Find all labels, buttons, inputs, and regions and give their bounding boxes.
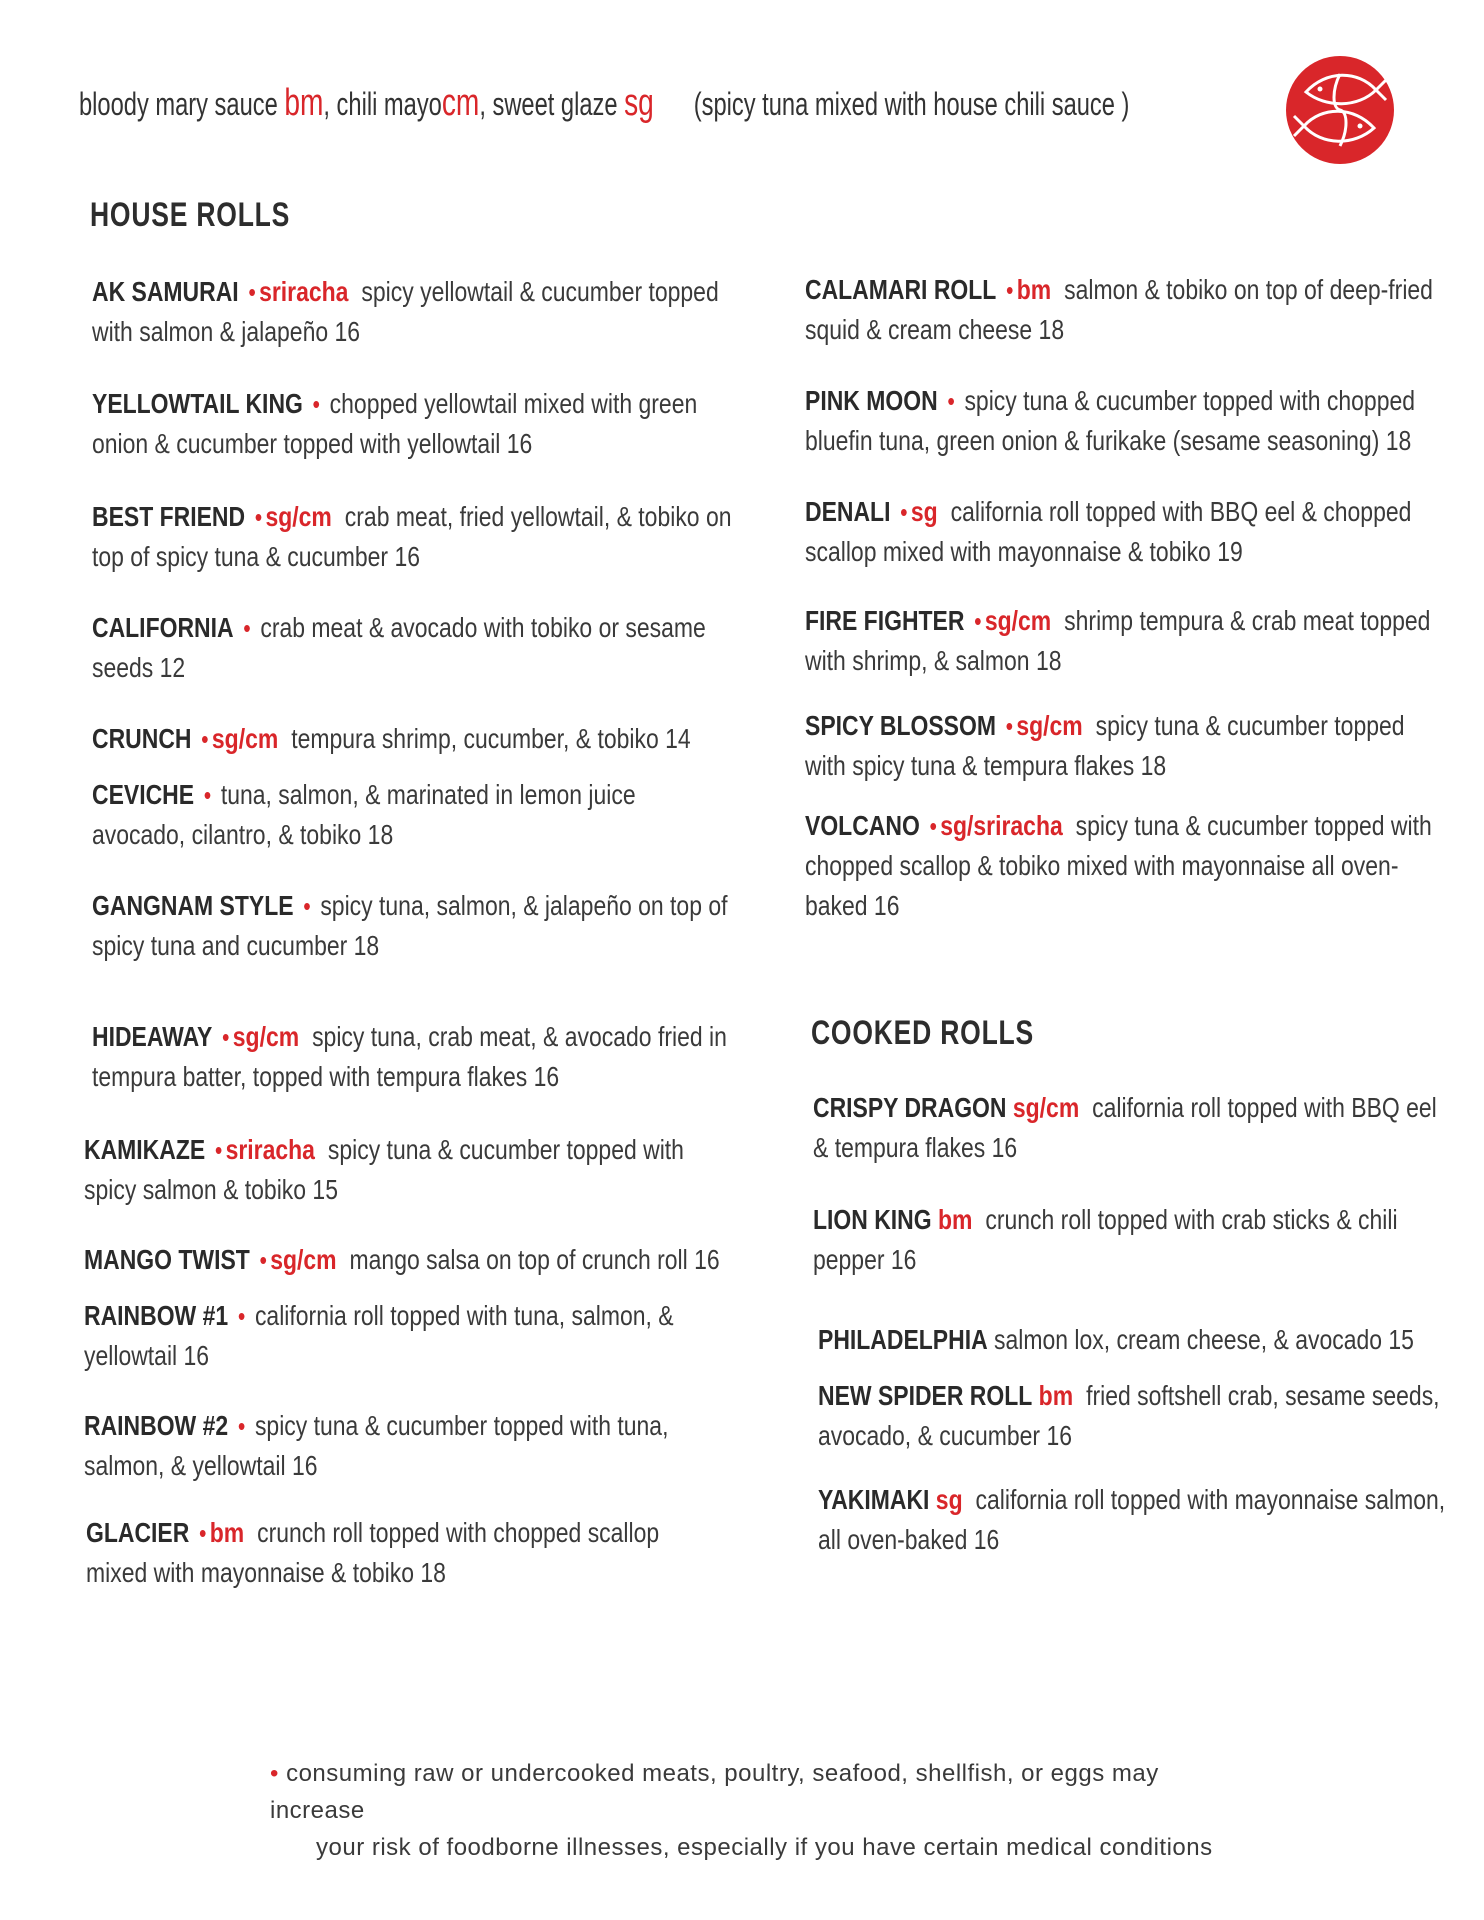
legend-bm-label: bloody mary sauce	[79, 86, 285, 122]
menu-item-volcano: VOLCANO • sg/sriracha spicy tuna & cucumber topped with chopped scallop & tobiko mixed with mayonnaise all oven-baked 16	[805, 810, 1432, 921]
legend-bm-code: bm	[284, 82, 324, 124]
legend-cm-label: , chili mayo	[323, 86, 442, 122]
house-rolls-title: HOUSE ROLLS	[90, 196, 291, 234]
menu-item-rainbow-2: RAINBOW #2 • spicy tuna & cucumber topped with tuna, salmon, & yellowtail 16	[84, 1410, 669, 1481]
menu-item-new-spider-roll: NEW SPIDER ROLL bm fried softshell crab, sesame seeds, avocado, & cucumber 16	[818, 1380, 1440, 1451]
menu-item-ceviche: CEVICHE • tuna, salmon, & marinated in lemon juice avocado, cilantro, & tobiko 18	[92, 779, 636, 850]
menu-item-glacier: GLACIER • bm crunch roll topped with chopped scallop mixed with mayonnaise & tobiko 18	[86, 1517, 660, 1588]
menu-item-philadelphia: PHILADELPHIA salmon lox, cream cheese, & avocado 15	[818, 1324, 1414, 1355]
legend-sg-code: sg	[624, 82, 654, 124]
menu-item-mango-twist: MANGO TWIST • sg/cm mango salsa on top of crunch roll 16	[84, 1244, 720, 1275]
menu-item-california: CALIFORNIA • crab meat & avocado with tobiko or sesame seeds 12	[92, 612, 706, 683]
menu-item-yakimaki: YAKIMAKI sg california roll topped with mayonnaise salmon, all oven-baked 16	[818, 1484, 1446, 1555]
menu-item-ak-samurai: AK SAMURAI • sriracha spicy yellowtail & cucumber topped with salmon & jalapeño 16	[92, 276, 719, 347]
food-safety-notice	[270, 1755, 1230, 1866]
legend-cm-code: cm	[441, 82, 480, 124]
legend-sg-label: , sweet glaze	[479, 86, 625, 122]
menu-item-gangnam-style: GANGNAM STYLE • spicy tuna, salmon, & jalapeño on top of spicy tuna and cucumber 18	[92, 890, 728, 961]
notice-line-2: your risk of foodborne illnesses, especially if you have certain medical conditions	[316, 1834, 1213, 1861]
menu-item-lion-king: LION KING bm crunch roll topped with crab sticks & chili pepper 16	[813, 1204, 1398, 1275]
menu-item-fire-fighter: FIRE FIGHTER • sg/cm shrimp tempura & crab meat topped with shrimp, & salmon 18	[805, 605, 1431, 676]
menu-item-calamari-roll: CALAMARI ROLL • bm salmon & tobiko on top of deep-fried squid & cream cheese 18	[805, 274, 1433, 345]
menu-item-yellowtail-king: YELLOWTAIL KING • chopped yellowtail mixed with green onion & cucumber topped with yellowtail 16	[92, 388, 698, 459]
menu-item-pink-moon: PINK MOON • spicy tuna & cucumber topped with chopped bluefin tuna, green onion & furikake (sesame seasoning) 18	[805, 385, 1416, 456]
menu-item-hideaway: HIDEAWAY • sg/cm spicy tuna, crab meat, & avocado fried in tempura batter, topped with tempura flakes 16	[92, 1021, 727, 1092]
sauce-legend	[79, 82, 1484, 125]
menu-item-crispy-dragon: CRISPY DRAGON sg/cm california roll topped with BBQ eel & tempura flakes 16	[813, 1092, 1437, 1163]
cooked-rolls-title: COOKED ROLLS	[811, 1014, 1035, 1052]
menu-item-crunch: CRUNCH • sg/cm tempura shrimp, cucumber, & tobiko 14	[92, 723, 691, 754]
menu-item-denali: DENALI • sg california roll topped with BBQ eel & chopped scallop mixed with mayonnaise & tobiko 19	[805, 496, 1412, 567]
fish-pair-icon	[1286, 56, 1394, 164]
menu-item-rainbow-1: RAINBOW #1 • california roll topped with tuna, salmon, & yellowtail 16	[84, 1300, 674, 1371]
menu-item-spicy-blossom: SPICY BLOSSOM • sg/cm spicy tuna & cucumber topped with spicy tuna & tempura flakes 18	[805, 710, 1405, 781]
notice-line-1: • consuming raw or undercooked meats, poultry, seafood, shellfish, or eggs may increase	[270, 1760, 1159, 1824]
menu-item-best-friend: BEST FRIEND • sg/cm crab meat, fried yellowtail, & tobiko on top of spicy tuna & cucumber 16	[92, 501, 732, 572]
menu-item-kamikaze: KAMIKAZE • sriracha spicy tuna & cucumber topped with spicy salmon & tobiko 15	[84, 1134, 684, 1205]
spicy-tuna-note: (spicy tuna mixed with house chili sauce )	[693, 86, 1130, 122]
